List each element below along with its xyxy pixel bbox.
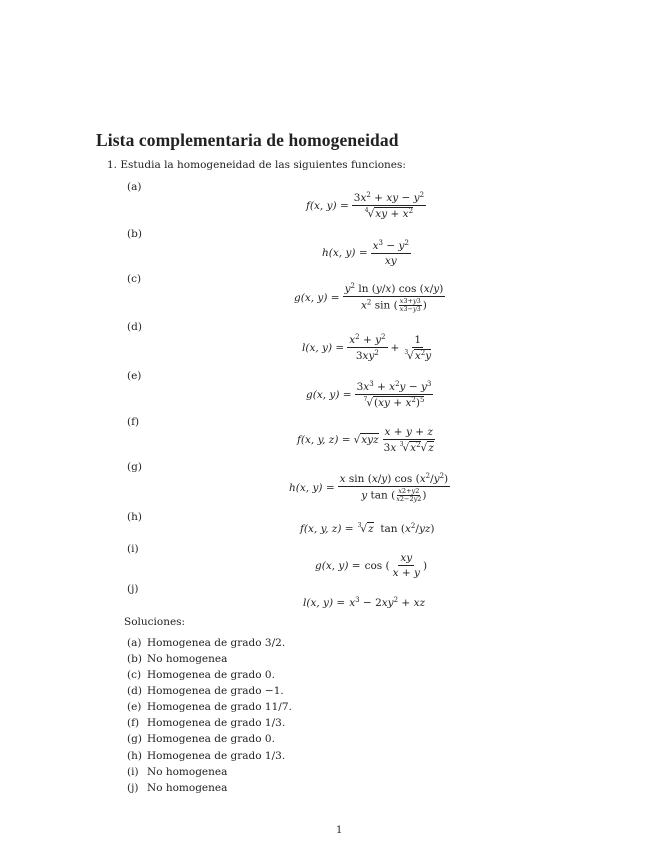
item-label-f: (f) xyxy=(127,416,140,428)
item-label-g: (g) xyxy=(127,461,142,473)
equation-lhs: h(x, y) = xyxy=(322,247,368,260)
item-label-h: (h) xyxy=(127,511,142,523)
item-label-c: (c) xyxy=(127,273,142,285)
equation-g: h(x, y) = x sin (x/y) $\cos (x^2/y^2)$ y tan ( $\frac{x2+y2}{x2-2y2}$ ) xyxy=(289,472,449,504)
equation-j: l(x, y) = $x^3 - 2xy^2$ + xz xyxy=(303,596,426,609)
equation-lhs: g(x, y) = xyxy=(294,291,340,304)
solution-item: (g) Homogenea de grado 0. xyxy=(127,733,275,745)
equation-b: h(x, y) = $\frac{x^3 - y^2}{xy}$ xyxy=(322,239,409,268)
equation-c: g(x, y) = $y^2$ ln (y/x) cos (x/y) $x^2$ sin ( $\frac{x3+y3}{x3-y3}$ ) xyxy=(294,282,444,314)
solution-item: (j) No homogenea xyxy=(127,782,228,794)
solution-item: (f) Homogenea de grado 1/3. xyxy=(127,717,286,729)
equation-lhs: l(x, y) = xyxy=(303,596,346,609)
solution-item: (b) No homogenea xyxy=(127,653,228,665)
equation-a: f(x, y) = $\frac{3x^2 + xy - y^2}{^4√xy + x^2}$ xyxy=(306,191,425,221)
equation-lhs: f(x, y, z) = xyxy=(300,522,354,535)
equation-e: g(x, y) = $\frac{3x^3 + x^2y - y^3}{^7√(xy + x^2)^5}$ xyxy=(306,380,432,410)
solution-item: (d) Homogenea de grado −1. xyxy=(127,685,284,697)
item-label-j: (j) xyxy=(127,583,139,595)
equation-lhs: l(x, y) = xyxy=(302,341,345,354)
equation-d: l(x, y) = $\frac{x^2 + y^2}{3xy^2}$ + $\frac{1}{^3√x^2y}$ xyxy=(302,333,432,363)
solution-item: (h) Homogenea de grado 1/3. xyxy=(127,750,286,762)
item-label-b: (b) xyxy=(127,228,142,240)
equation-lhs: f(x, y, z) = xyxy=(297,434,351,447)
solution-item: (a) Homogenea de grado 3/2. xyxy=(127,637,286,649)
item-label-a: (a) xyxy=(127,181,142,193)
item-label-e: (e) xyxy=(127,370,142,382)
equation-lhs: g(x, y) = xyxy=(315,559,361,572)
item-label-d: (d) xyxy=(127,321,142,333)
equation-lhs: g(x, y) = xyxy=(306,388,352,401)
solution-item: (e) Homogenea de grado 11/7. xyxy=(127,701,292,713)
equation-i: g(x, y) = cos ( $\frac{xy}{x + y}$ ) xyxy=(315,552,428,580)
equation-h: f(x, y, z) = $^3$√z $\tan (x^2/yz)$ xyxy=(300,522,435,535)
solutions-heading: Soluciones: xyxy=(124,616,186,628)
equation-f: f(x, y, z) = √xyz $\frac{x + y + z}{3x ^3√x^2√z}$ xyxy=(297,426,434,455)
solution-item: (c) Homogenea de grado 0. xyxy=(127,669,275,681)
equation-lhs: f(x, y) = xyxy=(306,199,349,212)
exercise-intro: 1. Estudia la homogeneidad de las siguientes funciones: xyxy=(107,159,406,171)
item-label-i: (i) xyxy=(127,543,139,555)
equation-lhs: h(x, y) = xyxy=(289,481,335,494)
page-number: 1 xyxy=(336,825,343,836)
document-title: Lista complementaria de homogeneidad xyxy=(96,130,399,150)
solution-item: (i) No homogenea xyxy=(127,766,228,778)
